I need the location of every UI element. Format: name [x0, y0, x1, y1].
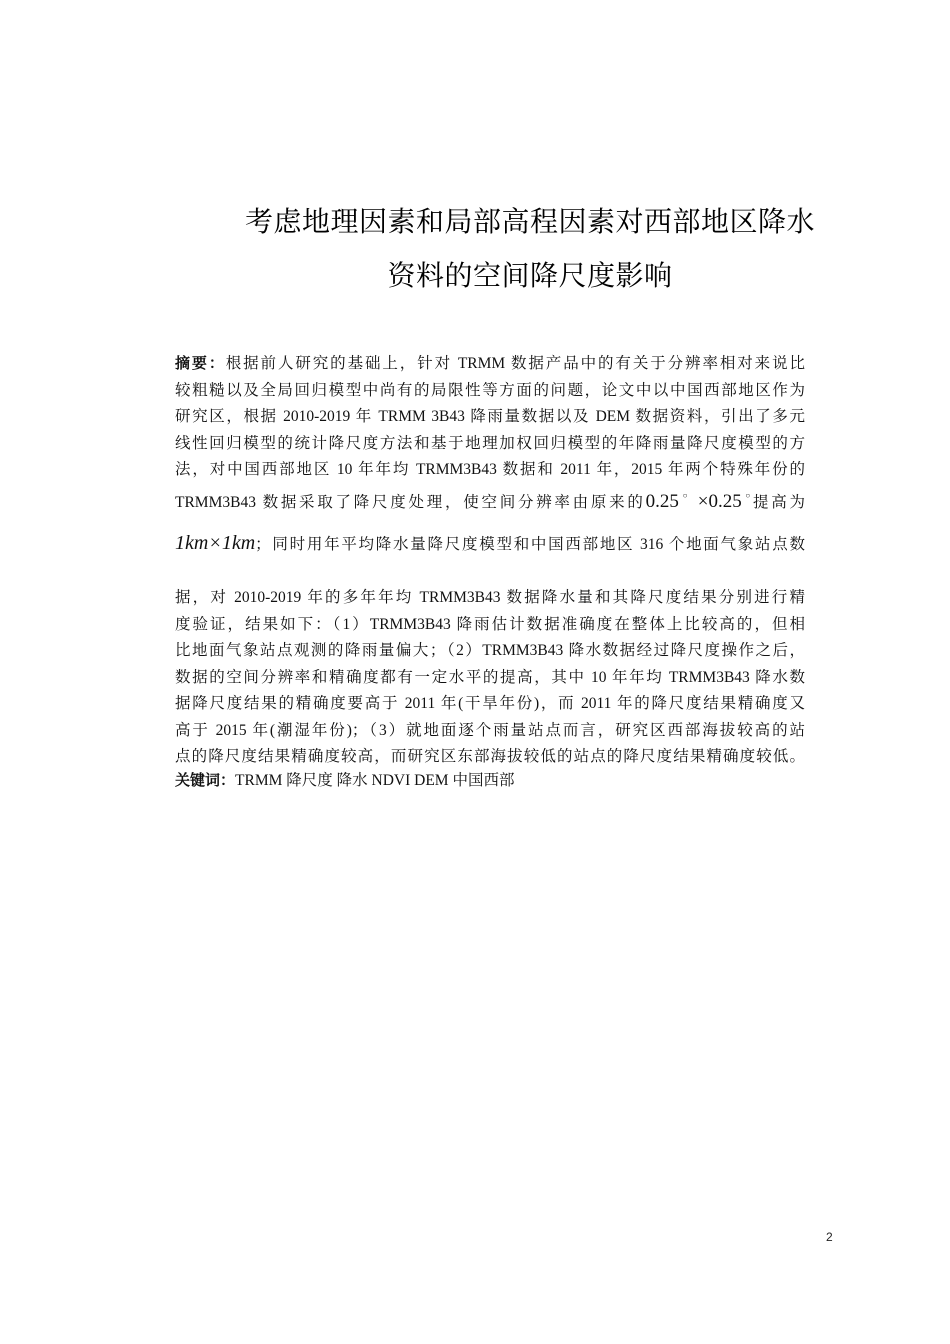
keywords-paragraph: [175, 767, 805, 795]
times-symbol: ×: [697, 491, 709, 512]
degree-mark-icon: ○: [742, 491, 754, 500]
abstract-line: 线性回归模型的统计降尺度方法和基于地理加权回归模型的年降雨量降尺度模型的方: [175, 434, 805, 452]
abstract-line: 据，对 2010-2019 年的多年年均 TRMM3B43 数据降水量和其降尺度结果分别进行精: [175, 589, 805, 606]
abstract-paragraph-part-4: [175, 585, 805, 771]
abstract-line: 法，对中国西部地区 10 年年均 TRMM3B43 数据和 2011 年，2015 年两个特殊年份的: [175, 461, 805, 478]
abstract-line: 数据的空间分辨率和精确度都有一定水平的提高，其中 10 年年均 TRMM3B43 降水数: [175, 668, 805, 686]
keywords-line: [175, 767, 805, 795]
abstract-paragraph-part-1: [175, 350, 805, 484]
degree-mark-icon: ○: [679, 491, 691, 500]
resolution-value-1: 0.25: [645, 491, 679, 512]
abstract-text: 提高为: [753, 494, 805, 511]
abstract-line: 高于 2015 年(潮湿年份)；（3）就地面逐个雨量站点而言，研究区西部海拔较高的站: [175, 721, 805, 739]
resolution-formula: [646, 491, 753, 512]
abstract-paragraph-part-3: [175, 530, 805, 559]
keywords-text: TRMM 降尺度 降水 NDVI DEM 中国西部: [235, 772, 515, 789]
abstract-line: 点的降尺度结果精确度较高，而研究区东部海拔较低的站点的降尺度结果精确度较低。: [175, 748, 805, 765]
abstract-line: [175, 350, 805, 378]
abstract-text: 根据前人研究的基础上，针对 TRMM 数据产品中的有关于分辨率相对来说比: [225, 355, 805, 372]
abstract-line-resolution: [175, 483, 805, 517]
abstract-line: 据降尺度结果的精确度要高于 2011 年(干旱年份)，而 2011 年的降尺度结果精确度又: [175, 695, 805, 712]
target-resolution-formula: 1km×1km: [175, 532, 256, 554]
keywords-label: 关键词：: [175, 771, 236, 789]
abstract-line: 较粗糙以及全局回归模型中尚有的局限性等方面的问题，论文中以中国西部地区作为: [175, 381, 805, 399]
resolution-value-2: 0.25: [708, 491, 742, 512]
abstract-line: 度验证，结果如下：（1）TRMM3B43 降雨估计数据准确度在整体上比较高的，但相: [175, 615, 805, 633]
page-number: 2: [826, 1230, 833, 1244]
abstract-label: 摘要：: [175, 354, 226, 372]
abstract-paragraph-part-2: [175, 483, 805, 517]
abstract-text: TRMM3B43 数据采取了降尺度处理，使空间分辨率由原来的: [175, 494, 646, 511]
abstract-text: ；同时用年平均降水量降尺度模型和中国西部地区 316 个地面气象站点数: [255, 536, 805, 553]
abstract-line-target-resolution: [175, 530, 805, 559]
paper-title-line-2: 资料的空间降尺度影响: [387, 259, 673, 292]
abstract-line: 比地面气象站点观测的降雨量偏大；（2）TRMM3B43 降水数据经过降尺度操作之后，: [175, 642, 805, 659]
abstract-line: 研究区，根据 2010-2019 年 TRMM 3B43 降雨量数据以及 DEM 数据资料，引出了多元: [175, 408, 805, 425]
paper-title-line-1: 考虑地理因素和局部高程因素对西部地区降水: [244, 205, 815, 238]
